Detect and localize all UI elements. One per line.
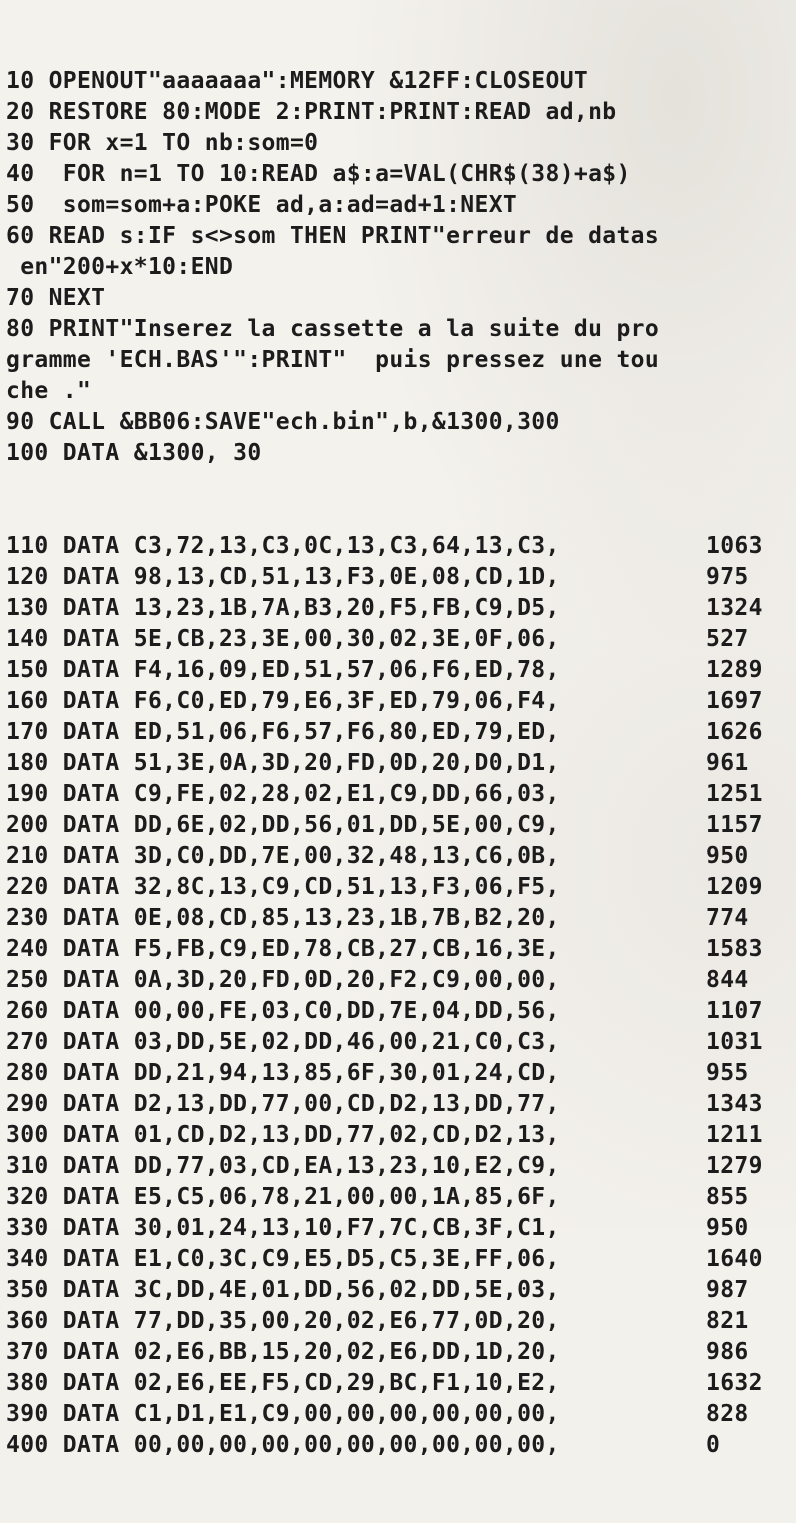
checksum-value: 855 bbox=[706, 1184, 749, 1210]
data-values: 220 DATA 32,8C,13,C9,CD,51,13,F3,06,F5, bbox=[6, 874, 560, 900]
data-line bbox=[6, 655, 796, 686]
checksum-value: 975 bbox=[706, 564, 749, 590]
code-line: 50 som=som+a:POKE ad,a:ad=ad+1:NEXT bbox=[6, 192, 518, 218]
data-values: 140 DATA 5E,CB,23,3E,00,30,02,3E,0F,06, bbox=[6, 626, 560, 652]
code-line: 60 READ s:IF s<>som THEN PRINT"erreur de datas bbox=[6, 223, 660, 249]
data-values: 340 DATA E1,C0,3C,C9,E5,D5,C5,3E,FF,06, bbox=[6, 1246, 560, 1272]
program-lines bbox=[6, 66, 796, 469]
checksum-value: 987 bbox=[706, 1277, 749, 1303]
data-values: 270 DATA 03,DD,5E,02,DD,46,00,21,C0,C3, bbox=[6, 1029, 560, 1055]
checksum-value: 1211 bbox=[706, 1122, 763, 1148]
data-values: 160 DATA F6,C0,ED,79,E6,3F,ED,79,06,F4, bbox=[6, 688, 560, 714]
checksum-value: 950 bbox=[706, 1215, 749, 1241]
data-values: 200 DATA DD,6E,02,DD,56,01,DD,5E,00,C9, bbox=[6, 812, 560, 838]
data-values: 380 DATA 02,E6,EE,F5,CD,29,BC,F1,10,E2, bbox=[6, 1370, 560, 1396]
data-line bbox=[6, 1337, 796, 1368]
checksum-value: 1157 bbox=[706, 812, 763, 838]
checksum-value: 1343 bbox=[706, 1091, 763, 1117]
data-values: 330 DATA 30,01,24,13,10,F7,7C,CB,3F,C1, bbox=[6, 1215, 560, 1241]
data-line bbox=[6, 624, 796, 655]
checksum-value: 986 bbox=[706, 1339, 749, 1365]
checksum-value: 1279 bbox=[706, 1153, 763, 1179]
code-line: 30 FOR x=1 TO nb:som=0 bbox=[6, 130, 319, 156]
code-line: gramme 'ECH.BAS'":PRINT" puis pressez une tou bbox=[6, 347, 660, 373]
checksum-value: 1632 bbox=[706, 1370, 763, 1396]
checksum-value: 1697 bbox=[706, 688, 763, 714]
data-line bbox=[6, 779, 796, 810]
data-values: 360 DATA 77,DD,35,00,20,02,E6,77,0D,20, bbox=[6, 1308, 560, 1334]
data-line bbox=[6, 1120, 796, 1151]
code-line: en"200+x*10:END bbox=[6, 254, 234, 280]
data-line bbox=[6, 1089, 796, 1120]
data-line bbox=[6, 1399, 796, 1430]
data-values: 190 DATA C9,FE,02,28,02,E1,C9,DD,66,03, bbox=[6, 781, 560, 807]
data-values: 350 DATA 3C,DD,4E,01,DD,56,02,DD,5E,03, bbox=[6, 1277, 560, 1303]
checksum-value: 821 bbox=[706, 1308, 749, 1334]
data-values: 170 DATA ED,51,06,F6,57,F6,80,ED,79,ED, bbox=[6, 719, 560, 745]
data-values: 370 DATA 02,E6,BB,15,20,02,E6,DD,1D,20, bbox=[6, 1339, 560, 1365]
checksum-value: 1251 bbox=[706, 781, 763, 807]
checksum-value: 955 bbox=[706, 1060, 749, 1086]
data-values: 230 DATA 0E,08,CD,85,13,23,1B,7B,B2,20, bbox=[6, 905, 560, 931]
data-line bbox=[6, 593, 796, 624]
data-line bbox=[6, 841, 796, 872]
data-line bbox=[6, 996, 796, 1027]
code-line: 10 OPENOUT"aaaaaaa":MEMORY &12FF:CLOSEOUT bbox=[6, 68, 589, 94]
code-line: 100 DATA &1300, 30 bbox=[6, 440, 262, 466]
data-values: 110 DATA C3,72,13,C3,0C,13,C3,64,13,C3, bbox=[6, 533, 560, 559]
data-line bbox=[6, 1430, 796, 1461]
data-line bbox=[6, 1058, 796, 1089]
code-line: 70 NEXT bbox=[6, 285, 106, 311]
data-line bbox=[6, 903, 796, 934]
checksum-value: 1209 bbox=[706, 874, 763, 900]
checksum-value: 527 bbox=[706, 626, 749, 652]
data-lines bbox=[6, 531, 796, 1461]
data-line bbox=[6, 810, 796, 841]
checksum-value: 1031 bbox=[706, 1029, 763, 1055]
checksum-value: 1583 bbox=[706, 936, 763, 962]
data-values: 120 DATA 98,13,CD,51,13,F3,0E,08,CD,1D, bbox=[6, 564, 560, 590]
data-values: 240 DATA F5,FB,C9,ED,78,CB,27,CB,16,3E, bbox=[6, 936, 560, 962]
data-line bbox=[6, 965, 796, 996]
data-line bbox=[6, 562, 796, 593]
basic-program-listing bbox=[6, 4, 796, 1523]
data-values: 260 DATA 00,00,FE,03,C0,DD,7E,04,DD,56, bbox=[6, 998, 560, 1024]
data-values: 310 DATA DD,77,03,CD,EA,13,23,10,E2,C9, bbox=[6, 1153, 560, 1179]
checksum-value: 1107 bbox=[706, 998, 763, 1024]
code-line: 80 PRINT"Inserez la cassette a la suite du pro bbox=[6, 316, 660, 342]
data-line bbox=[6, 934, 796, 965]
data-line bbox=[6, 872, 796, 903]
data-values: 180 DATA 51,3E,0A,3D,20,FD,0D,20,D0,D1, bbox=[6, 750, 560, 776]
checksum-value: 774 bbox=[706, 905, 749, 931]
checksum-value: 950 bbox=[706, 843, 749, 869]
data-values: 130 DATA 13,23,1B,7A,B3,20,F5,FB,C9,D5, bbox=[6, 595, 560, 621]
checksum-value: 1289 bbox=[706, 657, 763, 683]
code-line: che ." bbox=[6, 378, 92, 404]
checksum-value: 1063 bbox=[706, 533, 763, 559]
data-line bbox=[6, 1244, 796, 1275]
checksum-value: 0 bbox=[706, 1432, 721, 1458]
data-values: 300 DATA 01,CD,D2,13,DD,77,02,CD,D2,13, bbox=[6, 1122, 560, 1148]
data-values: 280 DATA DD,21,94,13,85,6F,30,01,24,CD, bbox=[6, 1060, 560, 1086]
checksum-value: 828 bbox=[706, 1401, 749, 1427]
checksum-value: 961 bbox=[706, 750, 749, 776]
checksum-value: 844 bbox=[706, 967, 749, 993]
code-line: 20 RESTORE 80:MODE 2:PRINT:PRINT:READ ad,nb bbox=[6, 99, 617, 125]
data-line bbox=[6, 1182, 796, 1213]
data-line bbox=[6, 1213, 796, 1244]
data-line bbox=[6, 1306, 796, 1337]
data-values: 400 DATA 00,00,00,00,00,00,00,00,00,00, bbox=[6, 1432, 560, 1458]
code-line: 90 CALL &BB06:SAVE"ech.bin",b,&1300,300 bbox=[6, 409, 560, 435]
data-line bbox=[6, 1275, 796, 1306]
data-values: 150 DATA F4,16,09,ED,51,57,06,F6,ED,78, bbox=[6, 657, 560, 683]
checksum-value: 1640 bbox=[706, 1246, 763, 1272]
data-values: 320 DATA E5,C5,06,78,21,00,00,1A,85,6F, bbox=[6, 1184, 560, 1210]
data-values: 210 DATA 3D,C0,DD,7E,00,32,48,13,C6,0B, bbox=[6, 843, 560, 869]
checksum-value: 1626 bbox=[706, 719, 763, 745]
data-values: 250 DATA 0A,3D,20,FD,0D,20,F2,C9,00,00, bbox=[6, 967, 560, 993]
code-line: 40 FOR n=1 TO 10:READ a$:a=VAL(CHR$(38)+a$) bbox=[6, 161, 631, 187]
data-line bbox=[6, 748, 796, 779]
data-line bbox=[6, 1027, 796, 1058]
data-line bbox=[6, 1368, 796, 1399]
data-values: 290 DATA D2,13,DD,77,00,CD,D2,13,DD,77, bbox=[6, 1091, 560, 1117]
data-line bbox=[6, 531, 796, 562]
data-values: 390 DATA C1,D1,E1,C9,00,00,00,00,00,00, bbox=[6, 1401, 560, 1427]
data-line bbox=[6, 717, 796, 748]
checksum-value: 1324 bbox=[706, 595, 763, 621]
data-line bbox=[6, 1151, 796, 1182]
data-line bbox=[6, 686, 796, 717]
